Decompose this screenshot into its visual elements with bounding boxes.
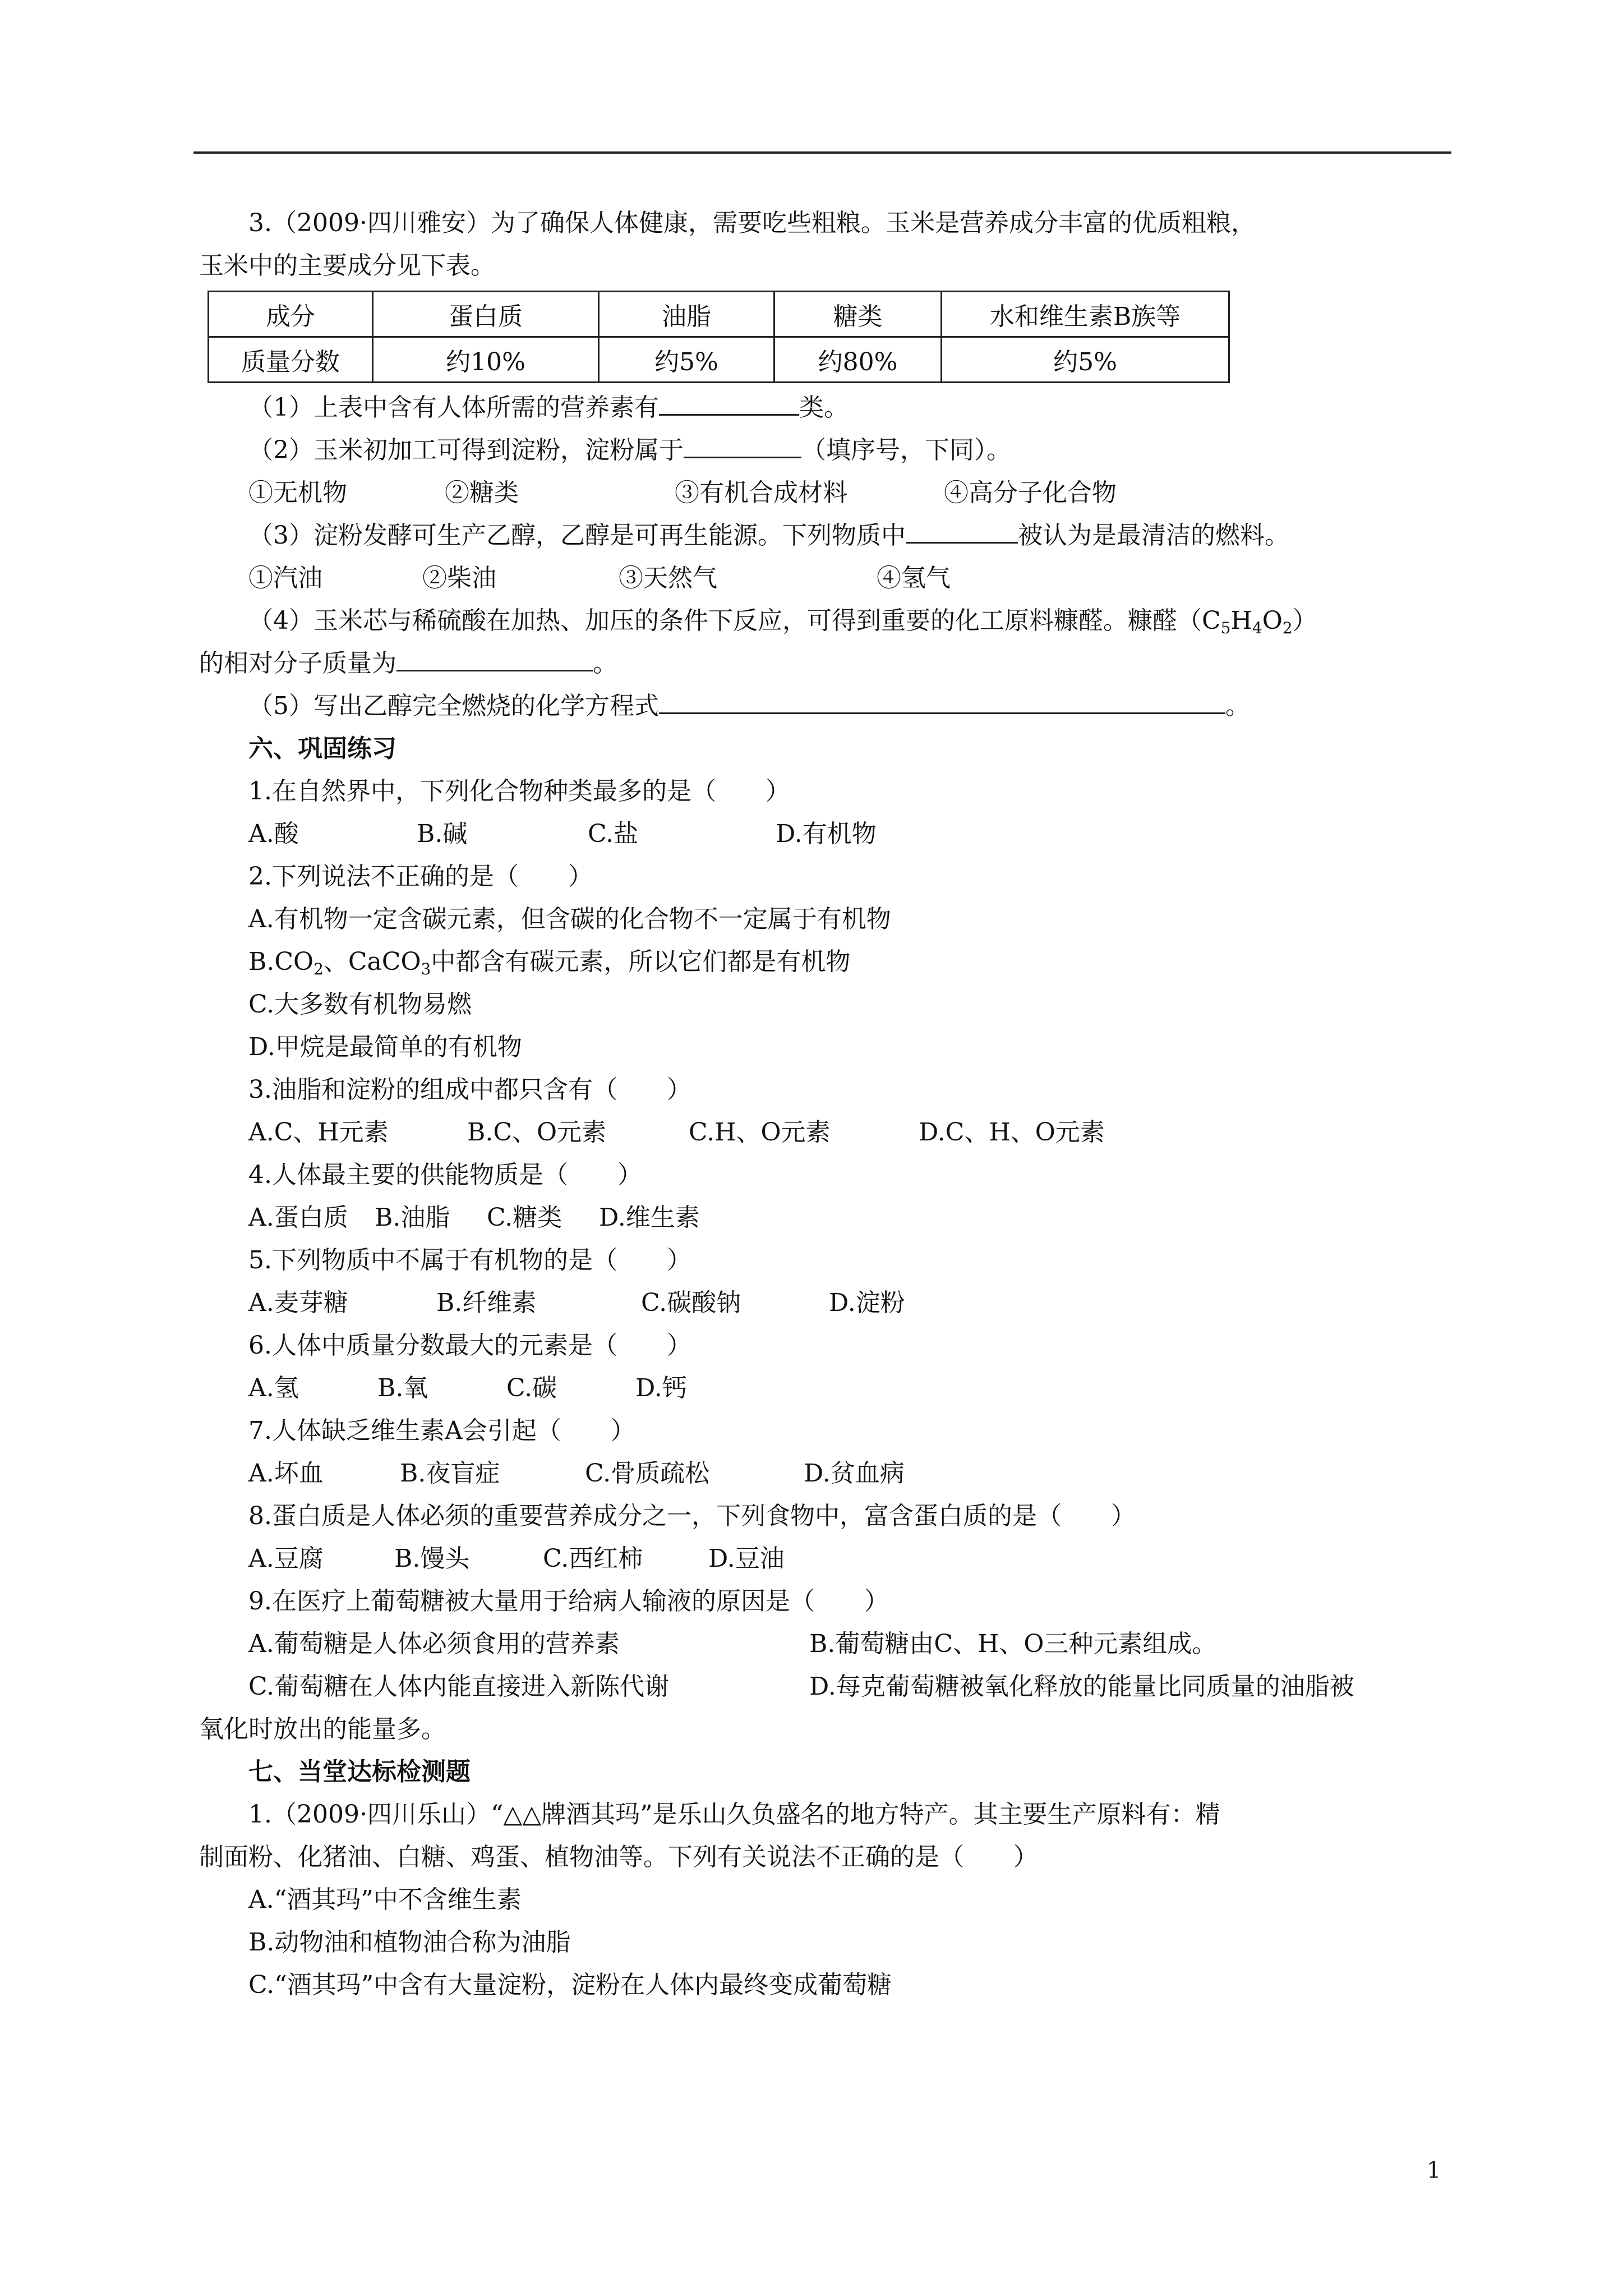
option-item: D.维生素	[599, 1203, 700, 1232]
table-cell: 质量分数	[209, 337, 373, 383]
subscript: 4	[1252, 619, 1262, 637]
option-item: D.C、H、O元素	[919, 1118, 1105, 1147]
option-item: ④高分子化合物	[944, 478, 1117, 507]
answer-blank[interactable]	[659, 690, 1225, 714]
option-item: B.纤维素	[436, 1289, 537, 1317]
q3-part-2	[199, 429, 1450, 472]
q3-intro-line-1: 3.（2009·四川雅安）为了确保人体健康，需要吃些粗粮。玉米是营养成分丰富的优质粗粮，	[248, 209, 1256, 237]
s6-question-8: 8.蛋白质是人体必须的重要营养成分之一，下列食物中，富含蛋白质的是（ ）	[248, 1502, 1136, 1530]
option-item: ②柴油	[422, 564, 496, 592]
option-item: ①无机物	[248, 478, 347, 507]
page-content	[199, 202, 1450, 2007]
option-item: A.葡萄糖是人体必须食用的营养素	[248, 1630, 620, 1658]
s7-question-1-option-b: B.动物油和植物油合称为油脂	[248, 1928, 571, 1957]
option-item: D.每克葡萄糖被氧化释放的能量比同质量的油脂被	[809, 1672, 1354, 1701]
q3-part-4-text-2: 的相对分子质量为	[199, 649, 396, 678]
section-6-title: 六、巩固练习	[248, 734, 396, 763]
q3-part-3	[199, 514, 1450, 557]
table-cell: 成分	[209, 292, 373, 337]
header-rule	[193, 151, 1451, 154]
option-item: C.葡萄糖在人体内能直接进入新陈代谢	[248, 1672, 670, 1701]
table-cell: 约10%	[373, 337, 599, 383]
option-item: ①汽油	[248, 564, 322, 592]
option-item: B.葡萄糖由C、H、O三种元素组成。	[809, 1630, 1217, 1658]
table-row	[209, 337, 1229, 383]
s6-question-8-options	[199, 1538, 1450, 1580]
s6-question-4-options	[199, 1197, 1450, 1239]
option-item: A.麦芽糖	[248, 1289, 348, 1317]
subscript: 5	[1220, 619, 1231, 637]
q3-part-5-text: （5）写出乙醇完全燃烧的化学方程式	[248, 692, 659, 720]
option-item: D.钙	[635, 1374, 687, 1402]
formula-part: ）	[1292, 606, 1317, 635]
q3-intro-line-2: 玉米中的主要成分见下表。	[199, 251, 495, 280]
s6-question-9-options-ab	[199, 1623, 1450, 1665]
option-item: D.豆油	[708, 1544, 785, 1573]
option-item: C.H、O元素	[689, 1118, 831, 1147]
s6-question-5-options	[199, 1282, 1450, 1324]
s6-question-6: 6.人体中质量分数最大的元素是（ ）	[248, 1331, 691, 1360]
corn-composition-table	[208, 291, 1230, 383]
q3-part-3-end: 被认为是最清洁的燃料。	[1018, 521, 1289, 550]
s6-question-9: 9.在医疗上葡萄糖被大量用于给病人输液的原因是（ ）	[248, 1587, 889, 1616]
s6-question-7-options	[199, 1452, 1450, 1495]
answer-blank[interactable]	[906, 519, 1018, 544]
option-item: A.蛋白质	[248, 1203, 348, 1232]
option-item: ③天然气	[619, 564, 717, 592]
s6-question-9-options-cd	[199, 1665, 1450, 1708]
s6-question-1-options	[199, 813, 1450, 855]
answer-blank[interactable]	[659, 392, 799, 416]
table-cell: 约5%	[599, 337, 774, 383]
option-item: B.夜盲症	[400, 1459, 500, 1488]
option-item: C.糖类	[487, 1203, 562, 1232]
s7-question-1-option-a: A.“酒其玛”中不含维生素	[248, 1885, 522, 1914]
q3-part-5-end: 。	[1225, 692, 1250, 720]
q3-part-1-end: 类。	[799, 393, 849, 422]
option-item: C.西红柿	[543, 1544, 643, 1573]
s6-question-7: 7.人体缺乏维生素A会引起（ ）	[248, 1416, 635, 1445]
s6-question-3-options	[199, 1111, 1450, 1154]
option-text: 、CaCO	[323, 947, 421, 976]
q3-part-4-end: 。	[593, 649, 617, 678]
formula-part: H	[1230, 606, 1252, 635]
page-number: 1	[1427, 2157, 1441, 2183]
option-item: ③有机合成材料	[675, 478, 847, 507]
option-item: C.碳	[506, 1374, 557, 1402]
option-item: A.氢	[248, 1374, 299, 1402]
table-cell: 蛋白质	[373, 292, 599, 337]
q3-part-4-cont	[199, 642, 1450, 685]
q3-part-1-text: （1）上表中含有人体所需的营养素有	[248, 393, 659, 422]
option-item: ④氢气	[877, 564, 951, 592]
option-item: C.碳酸钠	[641, 1289, 741, 1317]
option-item: D.贫血病	[804, 1459, 905, 1488]
s6-question-2: 2.下列说法不正确的是（ ）	[248, 862, 593, 891]
s6-question-4: 4.人体最主要的供能物质是（ ）	[248, 1161, 642, 1189]
subscript: 2	[1282, 619, 1293, 637]
option-item: C.盐	[588, 820, 639, 848]
table-cell: 约5%	[942, 337, 1229, 383]
section-7-title: 七、当堂达标检测题	[248, 1757, 471, 1786]
option-item: A.酸	[248, 820, 299, 848]
s7-question-1-line-1: 1.（2009·四川乐山）“△△牌酒其玛”是乐山久负盛名的地方特产。其主要生产原料有：精	[248, 1800, 1220, 1829]
option-text: 中都含有碳元素，所以它们都是有机物	[431, 947, 851, 976]
q3-part-2-end: （填序号，下同）。	[801, 436, 1011, 464]
q3-part-3-text: （3）淀粉发酵可生产乙醇，乙醇是可再生能源。下列物质中	[248, 521, 906, 550]
q3-part-5	[199, 685, 1450, 728]
option-item: B.馒头	[394, 1544, 470, 1573]
option-item: A.坏血	[248, 1459, 324, 1488]
option-item: B.碱	[417, 820, 468, 848]
s6-question-3: 3.油脂和淀粉的组成中都只含有（ ）	[248, 1075, 691, 1104]
option-item: B.C、O元素	[467, 1118, 607, 1147]
table-cell: 约80%	[774, 337, 942, 383]
option-item: B.油脂	[375, 1203, 450, 1232]
s6-question-2-option-b	[199, 941, 1450, 983]
q3-part-4	[199, 600, 1450, 642]
s6-question-2-option-a: A.有机物一定含碳元素，但含碳的化合物不一定属于有机物	[248, 905, 891, 933]
s6-question-1: 1.在自然界中，下列化合物种类最多的是（ ）	[248, 777, 790, 806]
formula-part: O	[1262, 606, 1283, 635]
s6-question-2-option-d: D.甲烷是最简单的有机物	[248, 1033, 522, 1061]
s6-question-5: 5.下列物质中不属于有机物的是（ ）	[248, 1246, 691, 1274]
option-item: A.C、H元素	[248, 1118, 389, 1147]
option-item: D.淀粉	[829, 1289, 905, 1317]
s6-question-6-options	[199, 1367, 1450, 1410]
option-item: ②糖类	[445, 478, 519, 507]
q3-part-2-options	[199, 472, 1450, 514]
option-item: B.氧	[377, 1374, 428, 1402]
q3-part-4-text: （4）玉米芯与稀硫酸在加热、加压的条件下反应，可得到重要的化工原料糠醛。糠醛（C	[248, 606, 1221, 635]
subscript: 3	[421, 960, 431, 978]
option-item: C.骨质疏松	[585, 1459, 710, 1488]
table-cell: 油脂	[599, 292, 774, 337]
answer-blank[interactable]	[396, 647, 593, 671]
s6-question-2-option-c: C.大多数有机物易燃	[248, 990, 472, 1019]
q3-part-3-options	[199, 557, 1450, 600]
option-item: A.豆腐	[248, 1544, 324, 1573]
subscript: 2	[313, 960, 324, 978]
q3-part-1	[199, 386, 1450, 429]
answer-blank[interactable]	[684, 434, 801, 458]
q3-part-2-text: （2）玉米初加工可得到淀粉，淀粉属于	[248, 436, 684, 464]
table-cell: 糖类	[774, 292, 942, 337]
s6-question-9-option-d-cont: 氧化时放出的能量多。	[199, 1715, 446, 1743]
table-cell: 水和维生素B族等	[942, 292, 1229, 337]
table-row	[209, 292, 1229, 337]
s7-question-1-line-2: 制面粉、化猪油、白糖、鸡蛋、植物油等。下列有关说法不正确的是（ ）	[199, 1843, 1038, 1871]
s7-question-1-option-c: C.“酒其玛”中含有大量淀粉，淀粉在人体内最终变成葡萄糖	[248, 1971, 892, 1999]
option-text: B.CO	[248, 947, 314, 976]
option-item: D.有机物	[776, 820, 877, 848]
